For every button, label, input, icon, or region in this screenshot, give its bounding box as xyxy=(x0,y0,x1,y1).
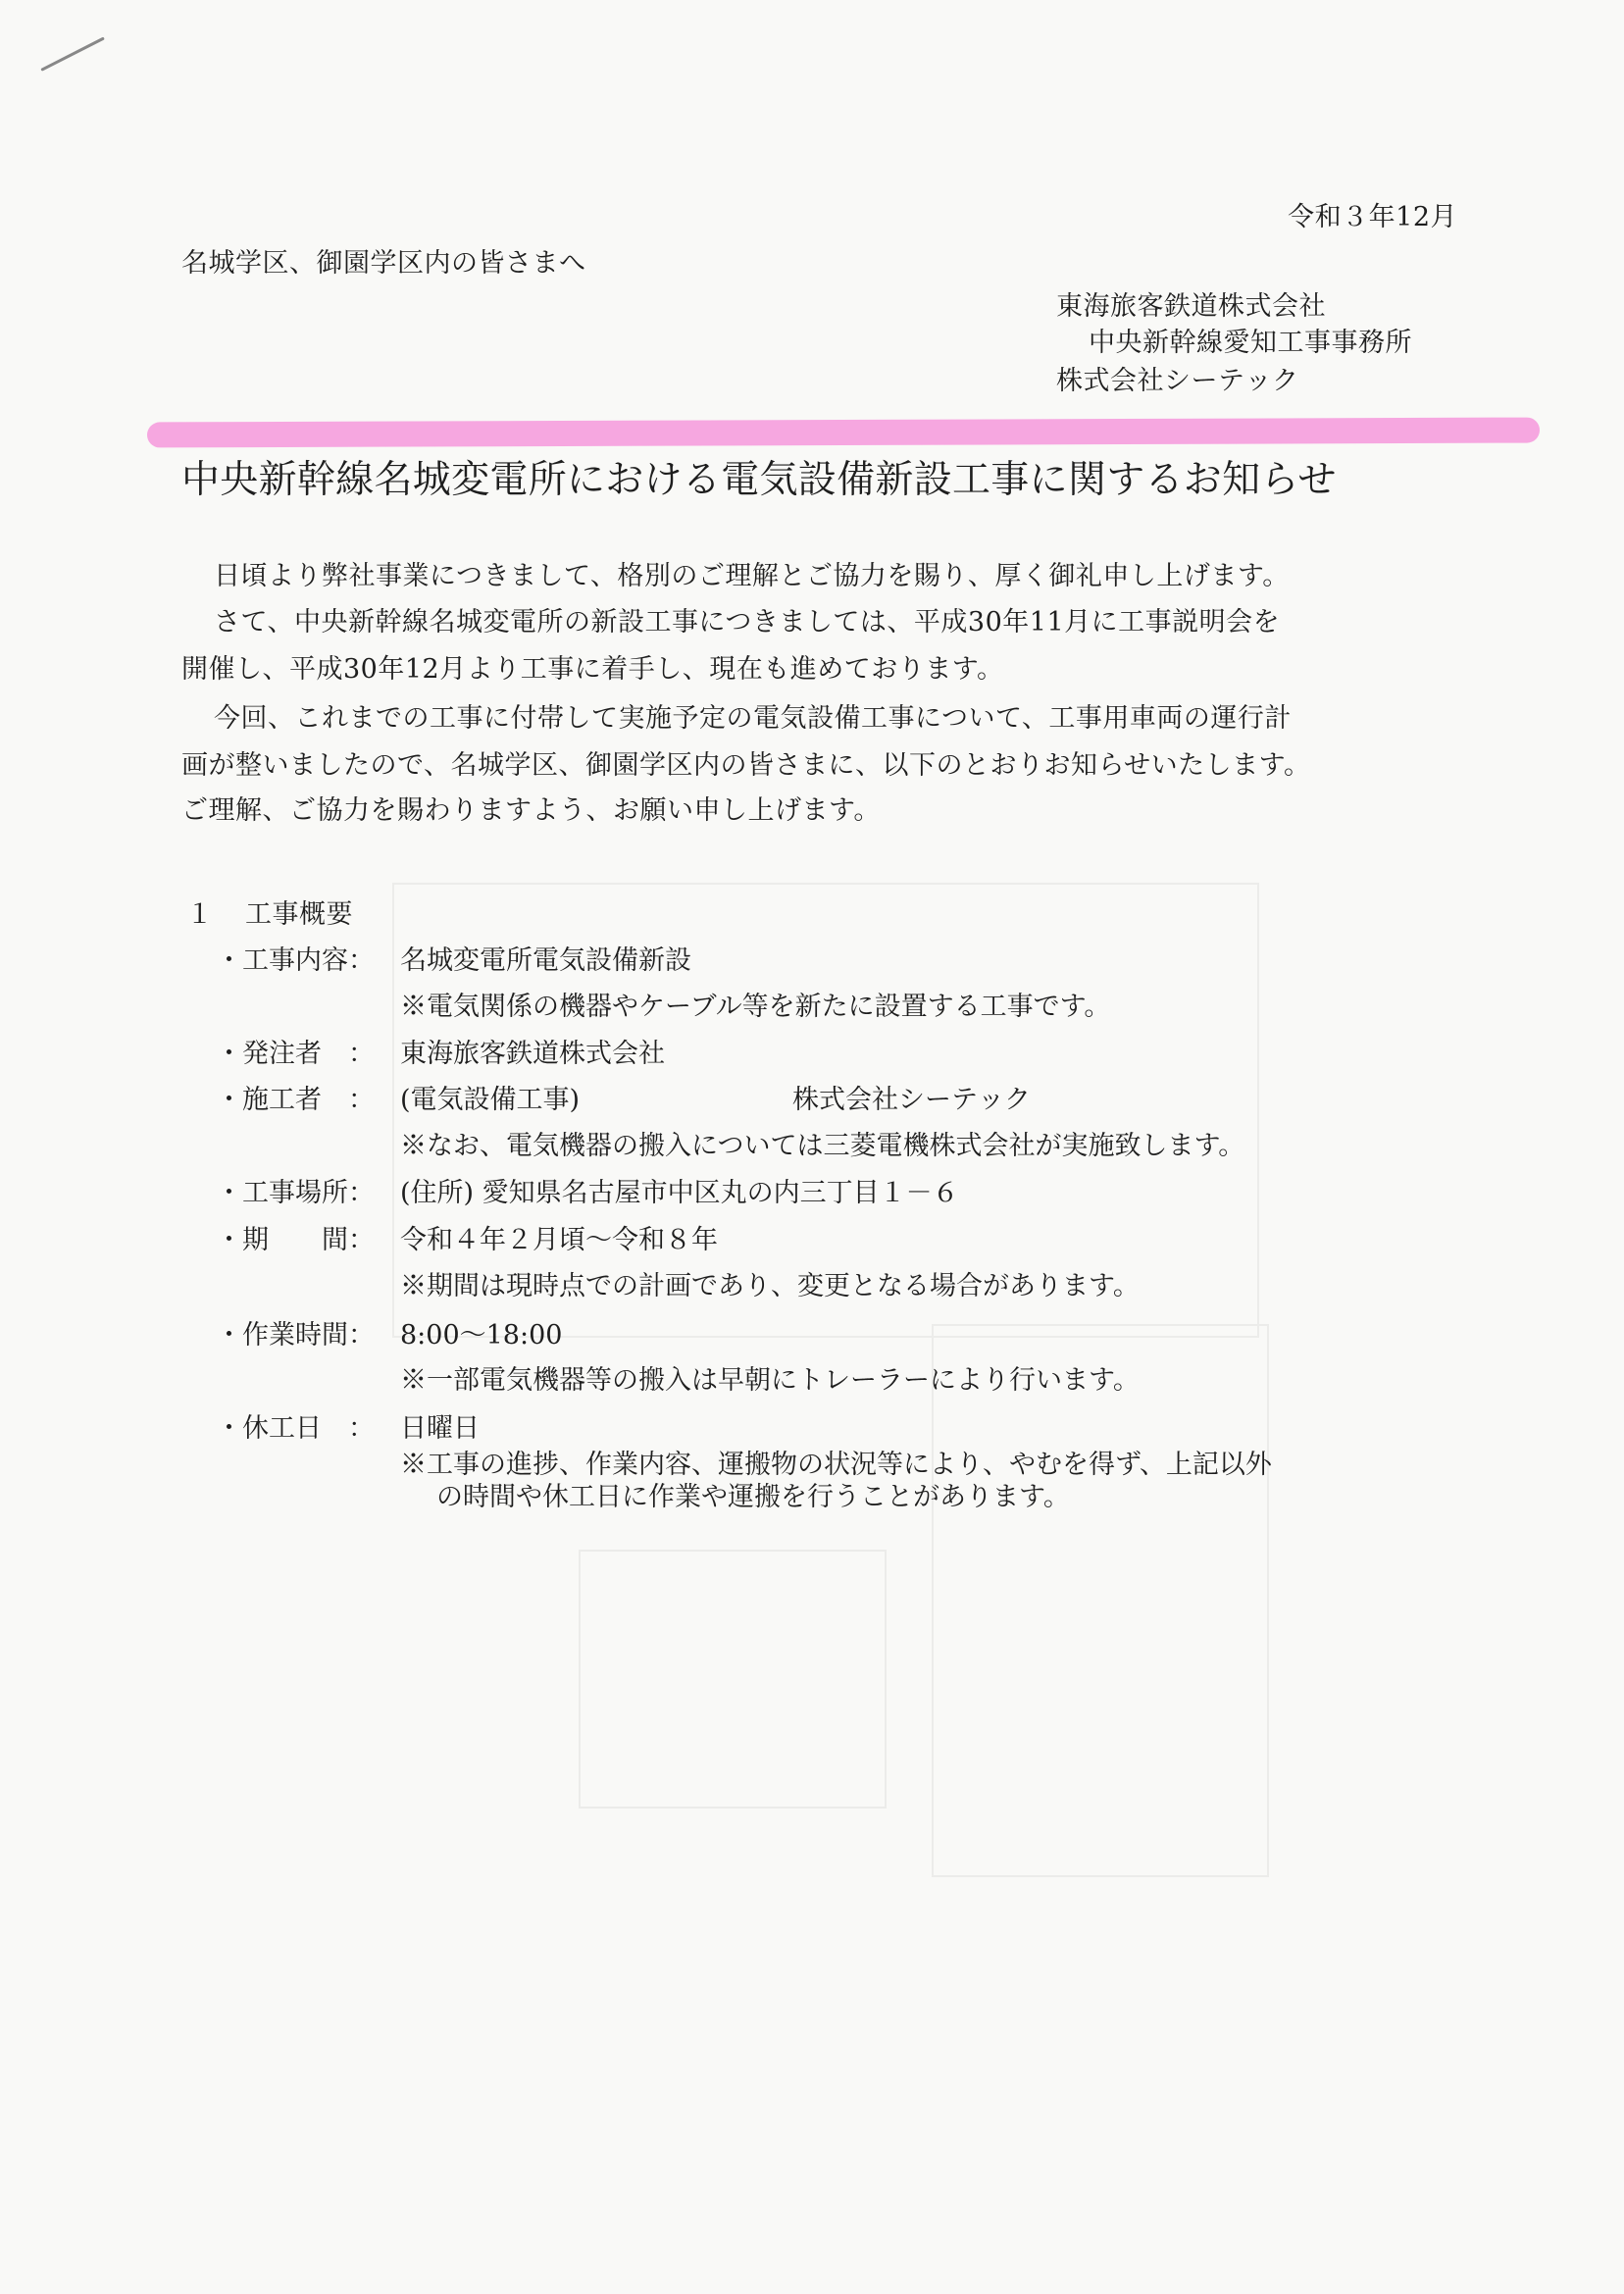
item-note-contractor: ※なお、電気機器の搬入については三菱電機株式会社が実施致します。 xyxy=(400,1131,1245,1161)
item-value-contractor: (電気設備工事) xyxy=(400,1085,581,1115)
paragraph-line: さて、中央新幹線名城変電所の新設工事につきましては、平成30年11月に工事説明会を xyxy=(214,607,1281,637)
item-label-holiday: ・休工日 ： xyxy=(216,1413,375,1444)
item-note-content: ※電気関係の機器やケーブル等を新たに設置する工事です。 xyxy=(400,992,1111,1022)
paragraph-line: 画が整いましたので、名城学区、御園学区内の皆さまに、以下のとおりお知らせいたします。 xyxy=(181,750,1311,781)
issue-date: 令和３年12月 xyxy=(1288,202,1457,232)
item-value-period: 令和４年２月頃～令和８年 xyxy=(400,1225,718,1255)
item-value-hours: 8:00～18:00 xyxy=(400,1320,563,1351)
item-value-location: (住所) 愛知県名古屋市中区丸の内三丁目１－６ xyxy=(400,1178,959,1208)
pencil-mark xyxy=(40,36,105,71)
paragraph-line: ご理解、ご協力を賜わりますよう、お願い申し上げます。 xyxy=(181,795,881,826)
item-note-period: ※期間は現時点での計画であり、変更となる場合があります。 xyxy=(400,1271,1140,1301)
section-number: １ xyxy=(186,899,214,930)
issuer-office: 中央新幹線愛知工事事務所 xyxy=(1089,328,1412,358)
show-through-frame xyxy=(579,1550,887,1809)
issuer-jr-central: 東海旅客鉄道株式会社 xyxy=(1056,291,1326,322)
item-value-orderer: 東海旅客鉄道株式会社 xyxy=(400,1039,665,1069)
paragraph-line: 日頃より弊社事業につきまして、格別のご理解とご協力を賜り、厚く御礼申し上げます。 xyxy=(214,561,1290,591)
item-value-content: 名城変電所電気設備新設 xyxy=(400,945,691,976)
title-highlight xyxy=(147,418,1540,448)
page-title: 中央新幹線名城変電所における電気設備新設工事に関するお知らせ xyxy=(181,458,1337,502)
paragraph-line: 今回、これまでの工事に付帯して実施予定の電気設備工事について、工事用車両の運行計 xyxy=(214,703,1292,734)
section-heading: 工事概要 xyxy=(245,899,353,930)
item-label-period: ・期 間： xyxy=(216,1225,375,1255)
item-note-holiday-2: の時間や休工日に作業や運搬を行うことがあります。 xyxy=(436,1482,1070,1512)
item-label-location: ・工事場所： xyxy=(216,1178,375,1208)
item-label-content: ・工事内容： xyxy=(216,945,375,976)
show-through-frame xyxy=(932,1324,1269,1877)
item-contractor-company: 株式会社シーテック xyxy=(792,1085,1031,1115)
item-note-hours: ※一部電気機器等の搬入は早朝にトレーラーにより行います。 xyxy=(400,1365,1140,1396)
item-label-orderer: ・発注者 ： xyxy=(216,1039,375,1069)
item-value-holiday: 日曜日 xyxy=(400,1413,480,1444)
addressee: 名城学区、御園学区内の皆さまへ xyxy=(181,248,586,279)
item-label-hours: ・作業時間： xyxy=(216,1320,375,1351)
paragraph-line: 開催し、平成30年12月より工事に着手し、現在も進めております。 xyxy=(181,654,1004,685)
item-label-contractor: ・施工者 ： xyxy=(216,1085,375,1115)
item-note-holiday-1: ※工事の進捗、作業内容、運搬物の状況等により、やむを得ず、上記以外 xyxy=(400,1450,1272,1480)
issuer-ctechcorp: 株式会社シーテック xyxy=(1056,366,1299,396)
